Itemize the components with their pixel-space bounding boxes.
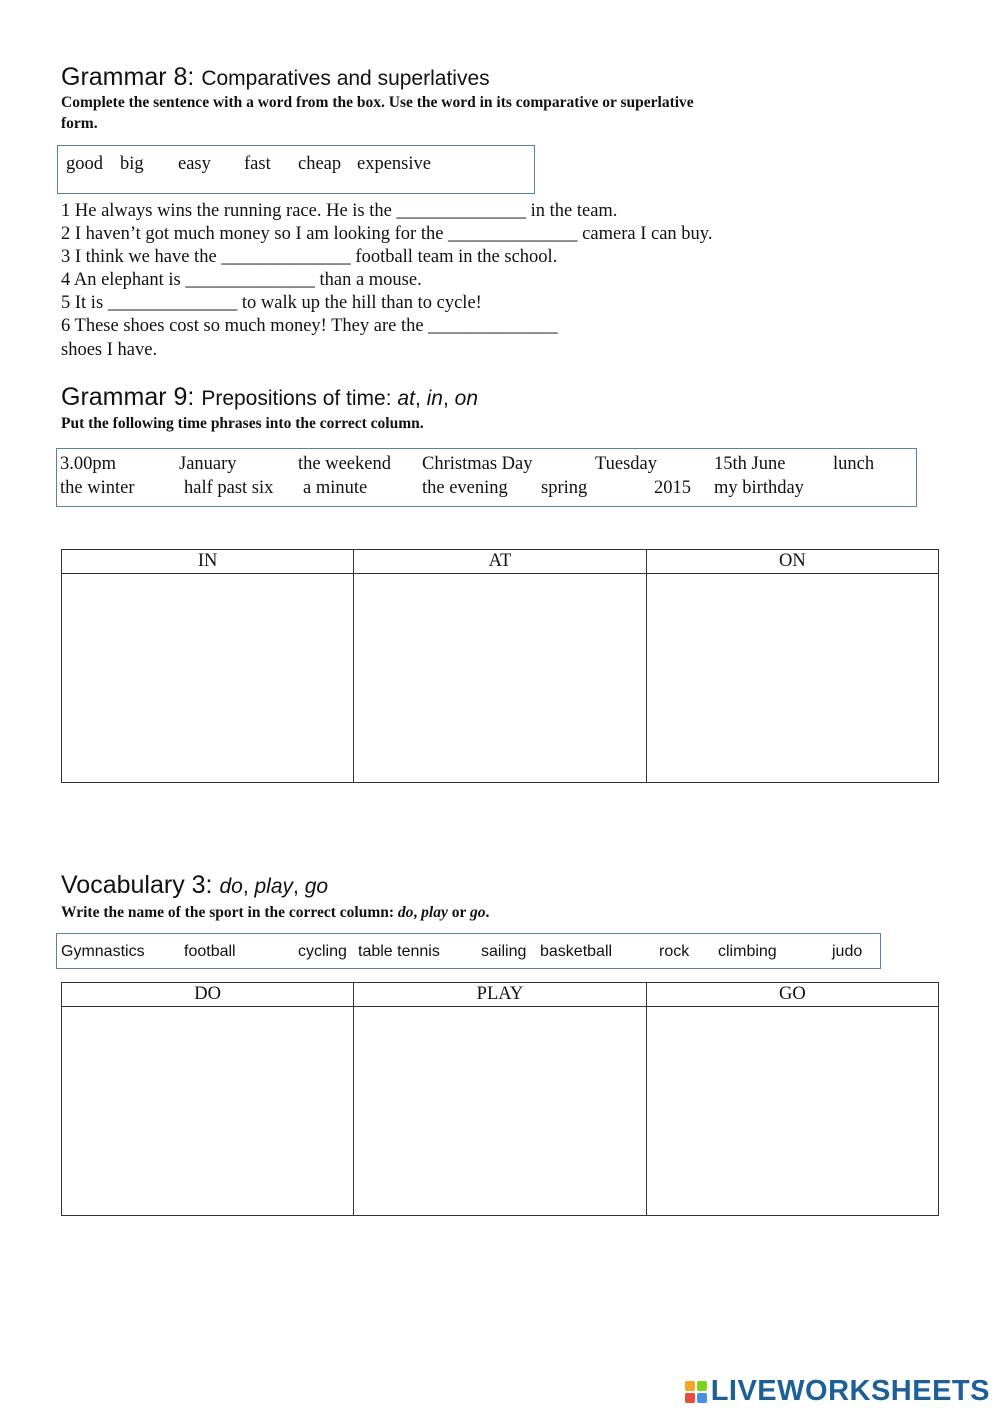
sport-item: football [184,943,236,960]
grammar9-heading: Grammar 9: Prepositions of time: at, in, on [61,383,479,411]
word-fast: fast [244,154,271,174]
sport-item: rock [659,943,690,960]
column-at-drop-area[interactable] [354,574,646,783]
vocab3-sport-box [56,933,881,969]
grammar9-on: on [454,387,479,410]
vocab3-answer-table [61,982,939,1216]
column-play-drop-area[interactable] [354,1007,646,1216]
logo-mark-icon [685,1381,707,1403]
grammar8-heading [61,63,490,92]
phrase-item: lunch [833,454,875,474]
grammar9-at: at [397,387,415,410]
phrase-item: the evening [422,478,508,498]
sport-item: basketball [540,943,613,960]
sport-item: climbing [718,943,777,960]
column-in-drop-area[interactable] [62,574,354,783]
column-do-drop-area[interactable] [62,1007,354,1216]
vocab3-go: go [304,875,329,898]
phrase-item: a minute [303,478,368,498]
sentence-2: 2 I haven’t got much money so I am looking for the ______________ camera I can buy. [61,224,713,244]
phrase-item: the winter [60,478,135,498]
column-at-header: AT [354,550,646,574]
phrase-item: 3.00pm [60,454,117,474]
grammar9-instruction: Put the following time phrases into the correct column. [61,415,424,432]
vocab3-play: play [254,875,294,898]
sport-item: sailing [481,943,527,960]
grammar9-phrase-box [56,448,917,507]
phrase-item: the weekend [298,454,391,474]
phrase-item: January [179,454,237,474]
phrase-item: 2015 [654,478,691,498]
sentence-1: 1 He always wins the running race. He is the ______________ in the team. [61,201,618,221]
word-easy: easy [178,154,211,174]
vocab3-title: Vocabulary 3: [61,871,213,899]
word-cheap: cheap [298,154,342,174]
grammar9-answer-table [61,549,939,783]
column-on-drop-area[interactable] [646,574,938,783]
word-big: big [120,154,144,174]
phrase-item: my birthday [714,478,804,498]
sentence-5: 5 It is ______________ to walk up the hill than to cycle! [61,293,482,313]
sport-item: cycling [298,943,347,960]
grammar8-word-box [57,145,535,194]
sport-item: Gymnastics [61,943,145,960]
sentence-3: 3 I think we have the ______________ football team in the school. [61,247,558,267]
column-go-drop-area[interactable] [646,1007,938,1216]
phrase-item: half past six [184,478,274,498]
sentence-6: 6 These shoes cost so much money! They are the ______________ [61,316,558,336]
phrase-item: 15th June [714,454,786,474]
column-on-header: ON [646,550,938,574]
vocab3-instruction: Write the name of the sport in the correct column: do, play or go. [61,904,490,921]
word-expensive: expensive [357,154,431,174]
column-play-header: PLAY [354,983,646,1007]
logo-text: LIVEWORKSHEETS [710,1375,990,1407]
grammar9-title: Grammar 9: [61,383,195,411]
column-do-header: DO [62,983,354,1007]
column-in-header: IN [62,550,354,574]
grammar9-subtitle: Prepositions of time: [201,387,392,410]
vocab3-do: do [219,875,243,898]
sentence-6-continued: shoes I have. [61,340,158,360]
grammar8-instruction: Complete the sentence with a word from the box. Use the word in its comparative or superlative form. [61,94,694,132]
grammar9-in: in [426,387,443,410]
sport-item: table tennis [358,943,440,960]
sentence-4: 4 An elephant is ______________ than a mouse. [61,270,422,290]
vocab3-heading: Vocabulary 3: do, play, go [61,871,329,899]
grammar8-subtitle: Comparatives and superlatives [201,67,490,90]
phrase-item: spring [541,478,588,498]
liveworksheets-logo[interactable] [685,1375,990,1408]
column-go-header: GO [646,983,938,1007]
grammar8-title: Grammar 8: [61,63,195,91]
word-good: good [66,154,103,174]
phrase-item: Christmas Day [422,454,533,474]
sport-item: judo [832,943,863,960]
phrase-item: Tuesday [595,454,658,474]
